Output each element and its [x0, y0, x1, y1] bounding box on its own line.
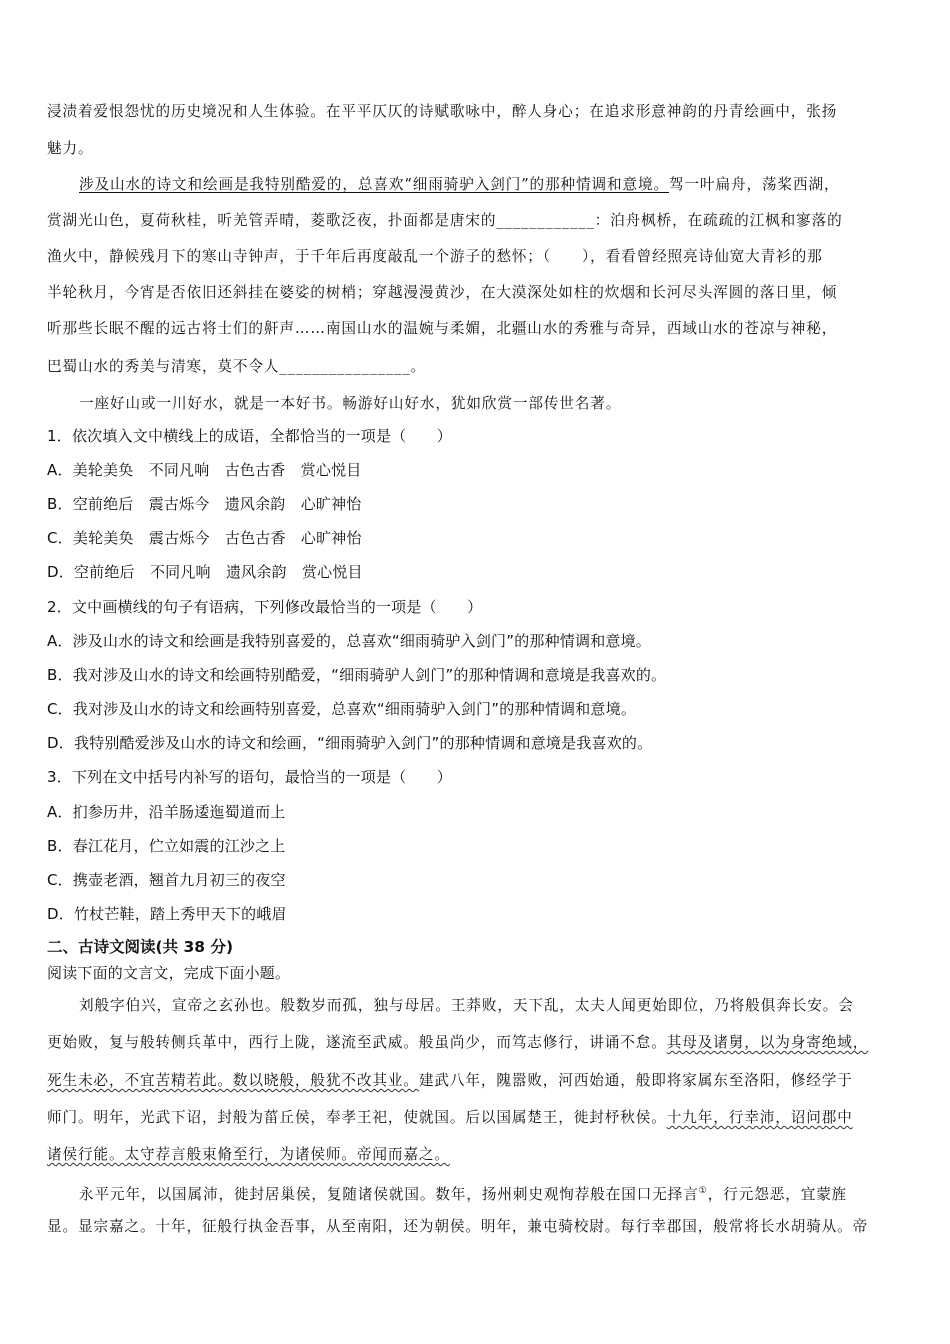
passage1-line8: 巴蜀山水的秀美与清寒，莫不令人________________。: [47, 358, 427, 375]
passage2-line6-text: 永平元年，以国属沛，徙封居巢侯，复随诸侯就国。数年，扬州刺史观恂荐般在国口无择言: [79, 1185, 699, 1203]
passage2-line3: [47, 1071, 853, 1091]
question-1-stem: 1．依次填入文中横线上的成语，全都恰当的一项是（ ）: [47, 427, 452, 445]
question-3-stem: 3．下列在文中括号内补写的语句，最恰当的一项是（ ）: [47, 768, 452, 786]
passage2-line6: [79, 1181, 847, 1205]
question-1-option-a: A．美轮美奂 不同凡响 古色古香 赏心悦目: [47, 461, 362, 479]
question-1-option-c: C．美轮美奂 震古烁今 古色古香 心旷神怡: [47, 529, 362, 547]
question-2-option-c: C．我对涉及山水的诗文和绘画特别喜爱，总喜欢“细雨骑驴入剑门”的那种情调和意境。: [47, 700, 637, 718]
question-3-option-b: B．春江花月，伫立如震的江沙之上: [47, 837, 286, 855]
passage1-line6: 半轮秋月，今宵是否依旧还斜挂在婆娑的树梢；穿越漫漫黄沙，在大漠深处如柱的炊烟和长河尽头浑圆的落日里，倾: [47, 284, 838, 301]
passage1-line4: 赏湖光山色，夏荷秋桂，听羌管弄晴，菱歌泛夜，扑面都是唐宋的____________：泊舟枫桥，在疏疏的江枫和寥落的: [47, 212, 843, 229]
passage2-line1: 刘般字伯兴，宣帝之玄孙也。般数岁而孤，独与母居。王莽败，天下乱，太夫人闻更始即位，乃将般俱奔长安。会: [79, 997, 854, 1014]
wavy-underlined-text: 十九年，行幸沛，诏问郡中: [666, 1109, 853, 1126]
question-2-option-d: D．我特别酷爱涉及山水的诗文和绘画，“细雨骑驴入剑门”的那种情调和意境是我喜欢的。: [47, 734, 653, 752]
passage1-line5: 渔火中，静候残月下的寒山寺钟声，于千年后再度敲乱一个游子的愁怀；（ ），看看曾经照亮诗仙宽大青衫的那: [47, 248, 823, 265]
question-3-option-d: D．竹杖芒鞋，踏上秀甲天下的峨眉: [47, 905, 287, 923]
footnote-marker: ①: [698, 1186, 708, 1196]
passage2-line2-plain: 更始败，复与般转侧兵革中，西行上陇，遂流至武威。般虽尚少，而笃志修行，讲诵不怠。: [47, 1034, 667, 1051]
passage2-line5: [47, 1145, 450, 1165]
question-2-option-b: B．我对涉及山水的诗文和绘画特别酷爱，“细雨骑驴人剑门”的那种情调和意境是我喜欢的。: [47, 666, 667, 684]
passage1-line3: [79, 175, 839, 195]
question-2-option-a: A．涉及山水的诗文和绘画是我特别喜爱的，总喜欢“细雨骑驴入剑门”的那种情调和意境。: [47, 632, 652, 650]
question-1-option-d: D．空前绝后 不同凡响 遗风余韵 赏心悦目: [47, 563, 363, 581]
passage2-line3-plain: 建武八年，隗嚣败，河西始通，般即将家属东至洛阳，修经学于: [418, 1072, 853, 1089]
passage2-line4: [47, 1108, 853, 1128]
question-2-stem: 2．文中画横线的句子有语病，下列修改最恰当的一项是（ ）: [47, 598, 483, 616]
question-1-option-b: B．空前绝后 震古烁今 遗风余韵 心旷神怡: [47, 495, 362, 513]
question-3-option-c: C．携壶老酒，翘首九月初三的夜空: [47, 871, 286, 889]
passage2-line2: [47, 1033, 868, 1053]
underlined-sentence: 涉及山水的诗文和绘画是我特别酷爱的，总喜欢“细雨骑驴入剑门”的那种情调和意境。: [79, 176, 669, 193]
passage2-line6-end: ，行元怨恶，宜蒙旌: [707, 1185, 848, 1203]
wavy-underlined-text: 诸侯行能。太守荐言般束脩至行，为诸侯师。帝闻而嘉之。: [47, 1146, 450, 1163]
passage2-line7: 显。显宗嘉之。十年，征般行执金吾事，从至南阳，还为朝侯。明年，兼屯骑校尉。每行幸郡国，般常将长水胡骑从。帝: [47, 1218, 869, 1235]
section-heading: 二、古诗文阅读(共 38 分): [47, 938, 234, 956]
passage1-line3-rest: 驾一叶扁舟，荡桨西湖，: [669, 176, 840, 193]
section-instruction: 阅读下面的文言文，完成下面小题。: [47, 964, 291, 982]
passage1-line7: 听那些长眠不醒的远古将士们的鼾声……南国山水的温婉与柔媚，北疆山水的秀雅与奇异，西域山水的苍凉与神秘，: [47, 320, 838, 337]
wavy-underlined-text: 其母及诸舅，以为身寄绝域，: [666, 1034, 869, 1051]
passage1-line1: 浸渍着爱恨怨忧的历史境况和人生体验。在平平仄仄的诗赋歌咏中，醉人身心；在追求形意神韵的丹青绘画中，张扬: [47, 103, 838, 120]
passage2-line4-plain: 师门。明年，光武下诏，封般为菑丘侯，奉孝王祀，使就国。后以国属楚王，徙封杼秋侯。: [47, 1109, 667, 1126]
passage1-line9: 一座好山或一川好水，就是一本好书。畅游好山好水，犹如欣赏一部传世名著。: [79, 395, 622, 412]
wavy-underlined-text: 死生未必，不宜苦精若此。数以晓般，般犹不改其业。: [47, 1072, 419, 1089]
question-3-option-a: A．扪参历井，沿羊肠逶迤蜀道而上: [47, 803, 286, 821]
passage1-line2: 魅力。: [47, 140, 94, 157]
